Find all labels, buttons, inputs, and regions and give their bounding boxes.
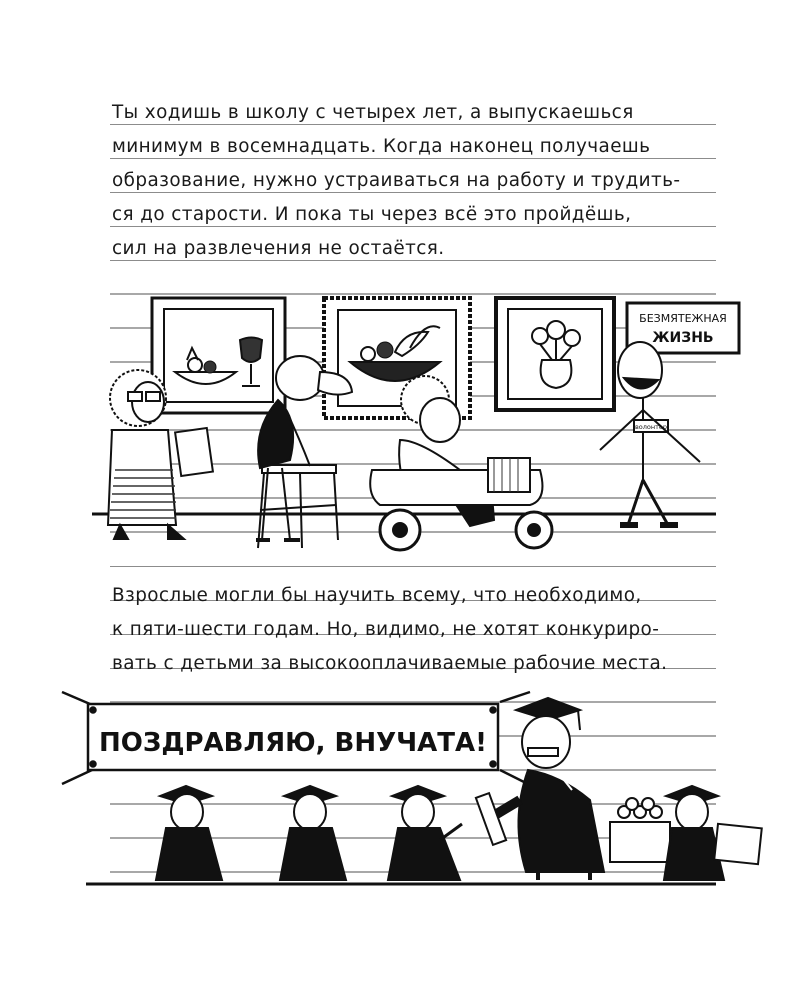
paragraph-2-line-2: к пяти-шести годам. Но, видимо, не хотят конкуриро- bbox=[112, 619, 660, 640]
painting-flower-vase bbox=[496, 298, 614, 410]
paragraph-1-line-1: Ты ходишь в школу с четырех лет, а выпускаешься bbox=[112, 102, 634, 123]
paragraph-1-line-5: сил на развлечения не остаётся. bbox=[112, 238, 445, 259]
banner-text: ПОЗДРАВЛЯЮ, ВНУЧАТА! bbox=[98, 728, 488, 758]
sign-text-bottom: ЖИЗНЬ bbox=[652, 330, 714, 346]
sign-text-top: БЕЗМЯТЕЖНАЯ bbox=[639, 312, 727, 325]
banner bbox=[62, 692, 530, 784]
paragraph-1-line-2: минимум в восемнадцать. Когда наконец получаешь bbox=[112, 136, 651, 157]
painting-fruit-and-wine bbox=[152, 298, 285, 413]
paragraph-1-line-3: образование, нужно устраиваться на работу и трудить- bbox=[112, 170, 681, 191]
paragraph-1-line-4: ся до старости. И пока ты через всё это пройдёшь, bbox=[112, 204, 632, 225]
table-with-cupcakes bbox=[610, 798, 670, 862]
paragraph-2-line-1: Взрослые могли бы научить всему, что необходимо, bbox=[112, 585, 642, 606]
illustration-graduation bbox=[0, 680, 800, 900]
illustration-retirement-home bbox=[0, 280, 800, 560]
paragraph-2-line-3: вать с детьми за высокооплачиваемые рабочие места. bbox=[112, 653, 668, 674]
volunteer-badge: волонтер bbox=[634, 423, 668, 431]
ruled-line bbox=[110, 566, 716, 567]
